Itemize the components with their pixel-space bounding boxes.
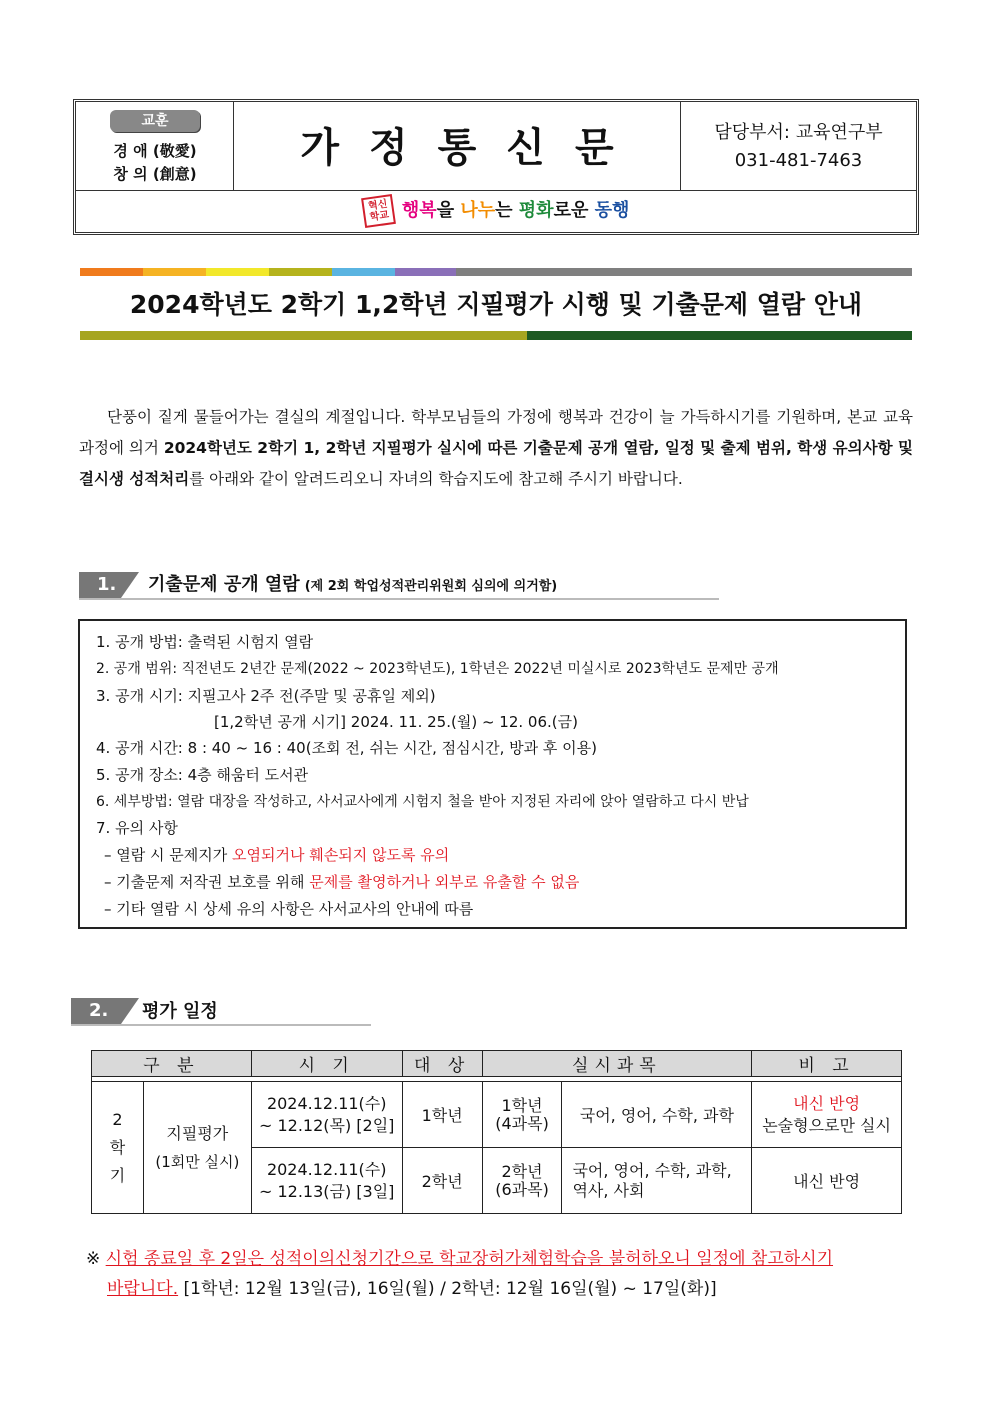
banner-underline xyxy=(80,331,527,340)
color-bar-segment xyxy=(395,268,456,276)
info-line: 3. 공개 시기: 지필고사 2주 전(주말 및 공휴일 제외) xyxy=(96,687,436,705)
color-bar-segment xyxy=(80,268,143,276)
column-header: 실시과목 xyxy=(482,1051,752,1077)
section-number: 2. xyxy=(71,998,121,1024)
motto-badge: 교훈 xyxy=(110,110,200,132)
section-divider xyxy=(79,598,719,600)
remark-cell: 내신 반영 논술형으로만 실시 xyxy=(752,1082,902,1148)
section-heading: 기출문제 공개 열람 (제 2회 학업성적관리위원회 심의에 의거함) xyxy=(148,574,558,595)
column-header: 대 상 xyxy=(402,1051,482,1077)
date-cell: 2024.12.11(수) ~ 12.13(금) [3일] xyxy=(251,1148,402,1214)
intro-paragraph: 단풍이 짙게 물들어가는 결실의 계절입니다. 학부모님들의 가정에 행복과 건강이 늘 가득하시기를 기원하며, 본교 교육과정에 의거 2024학년도 2학기 1, 2학년 지필평가 실시에 따른 기출문제 공개 열람, 일정 및 출제 범위, 학생 유의사항 및 결시생 성적처리를 아래와 같이 알려드리오니 자녀의 학습지도에 참고해 주시기 바랍니다. xyxy=(79,408,913,488)
phone-number: 031-481-7463 xyxy=(734,150,863,171)
exam-viewing-info-box xyxy=(78,619,907,929)
department: 담당부서: 교육연구부 xyxy=(714,122,883,143)
section-divider xyxy=(71,1024,371,1026)
info-line: 4. 공개 시간: 8 : 40 ~ 16 : 40(조회 전, 쉬는 시간, 점심시간, 방과 후 이용) xyxy=(96,739,597,757)
subjects-cell: 국어, 영어, 수학, 과학 xyxy=(562,1082,752,1148)
schedule-note: ※ 시험 종료일 후 2일은 성적이의신청기간으로 학교장허가체험학습을 불허하오니 일정에 참고하시기 바랍니다. [1학년: 12월 13일(금), 16일(월) / 2학년: 12월 16일(월) ~ 17일(화)] xyxy=(86,1249,834,1299)
grade-cell: 2학년 (6과목) xyxy=(482,1148,562,1214)
remark-cell: 내신 반영 xyxy=(752,1148,902,1214)
motto-line: 창 의 (創意) xyxy=(113,165,197,183)
column-header: 비 고 xyxy=(752,1051,902,1077)
exam-type-cell: 지필평가 (1회만 실시) xyxy=(143,1082,251,1214)
color-bar-segment xyxy=(143,268,206,276)
term-cell: 2 학 기 xyxy=(92,1082,144,1214)
color-bar-segment xyxy=(269,268,332,276)
caution-line: – 기출문제 저작권 보호를 위해 문제를 촬영하거나 외부로 유출할 수 없음 xyxy=(104,873,580,891)
notice-title: 2024학년도 2학기 1,2학년 지필평가 시행 및 기출문제 열람 안내 xyxy=(129,290,863,319)
contact-info xyxy=(681,102,916,190)
color-bar-segment xyxy=(332,268,395,276)
school-motto xyxy=(76,102,234,190)
banner-underline xyxy=(527,331,912,340)
date-cell: 2024.12.11(수) ~ 12.12(목) [2일] xyxy=(251,1082,402,1148)
target-cell: 2학년 xyxy=(402,1148,482,1214)
info-line: 2. 공개 범위: 직전년도 2년간 문제(2022 ~ 2023학년도), 1학년은 2022년 미실시로 2023학년도 문제만 공개 xyxy=(96,661,779,677)
section-number: 1. xyxy=(79,572,121,598)
table-row xyxy=(92,1082,902,1148)
info-line: [1,2학년 공개 시기] 2024. 11. 25.(월) ~ 12. 06.(금) xyxy=(214,713,578,731)
document-title: 가정통신문 xyxy=(300,125,644,171)
color-bar-segment xyxy=(456,268,912,276)
notice-title-banner xyxy=(80,276,912,328)
section-heading: 평가 일정 xyxy=(142,1001,218,1022)
subjects-cell: 국어, 영어, 수학, 과학, 역사, 사회 xyxy=(562,1148,752,1214)
innovation-school-stamp: 혁신 학교 xyxy=(361,194,396,228)
info-line: 6. 세부방법: 열람 대장을 작성하고, 사서교사에게 시험지 철을 받아 지정된 자리에 앉아 열람하고 다시 반납 xyxy=(96,794,749,810)
column-header: 구 분 xyxy=(92,1051,252,1077)
info-line: 5. 공개 장소: 4층 해움터 도서관 xyxy=(96,766,309,784)
table-header-row xyxy=(92,1051,902,1077)
school-slogan: 혁신 학교 행복을 나누는 평화로운 동행 xyxy=(76,190,916,232)
info-line: 7. 유의 사항 xyxy=(96,819,178,837)
target-cell: 1학년 xyxy=(402,1082,482,1148)
exam-schedule-table xyxy=(91,1050,902,1214)
grade-cell: 1학년 (4과목) xyxy=(482,1082,562,1148)
newsletter-header xyxy=(73,99,919,235)
column-header: 시 기 xyxy=(251,1051,402,1077)
info-line: 1. 공개 방법: 출력된 시험지 열람 xyxy=(96,633,314,651)
caution-line: – 기타 열람 시 상세 유의 사항은 사서교사의 안내에 따름 xyxy=(104,900,474,918)
caution-line: – 열람 시 문제지가 오염되거나 훼손되지 않도록 유의 xyxy=(104,846,450,864)
color-bar-segment xyxy=(206,268,269,276)
motto-line: 경 애 (敬愛) xyxy=(113,142,197,160)
